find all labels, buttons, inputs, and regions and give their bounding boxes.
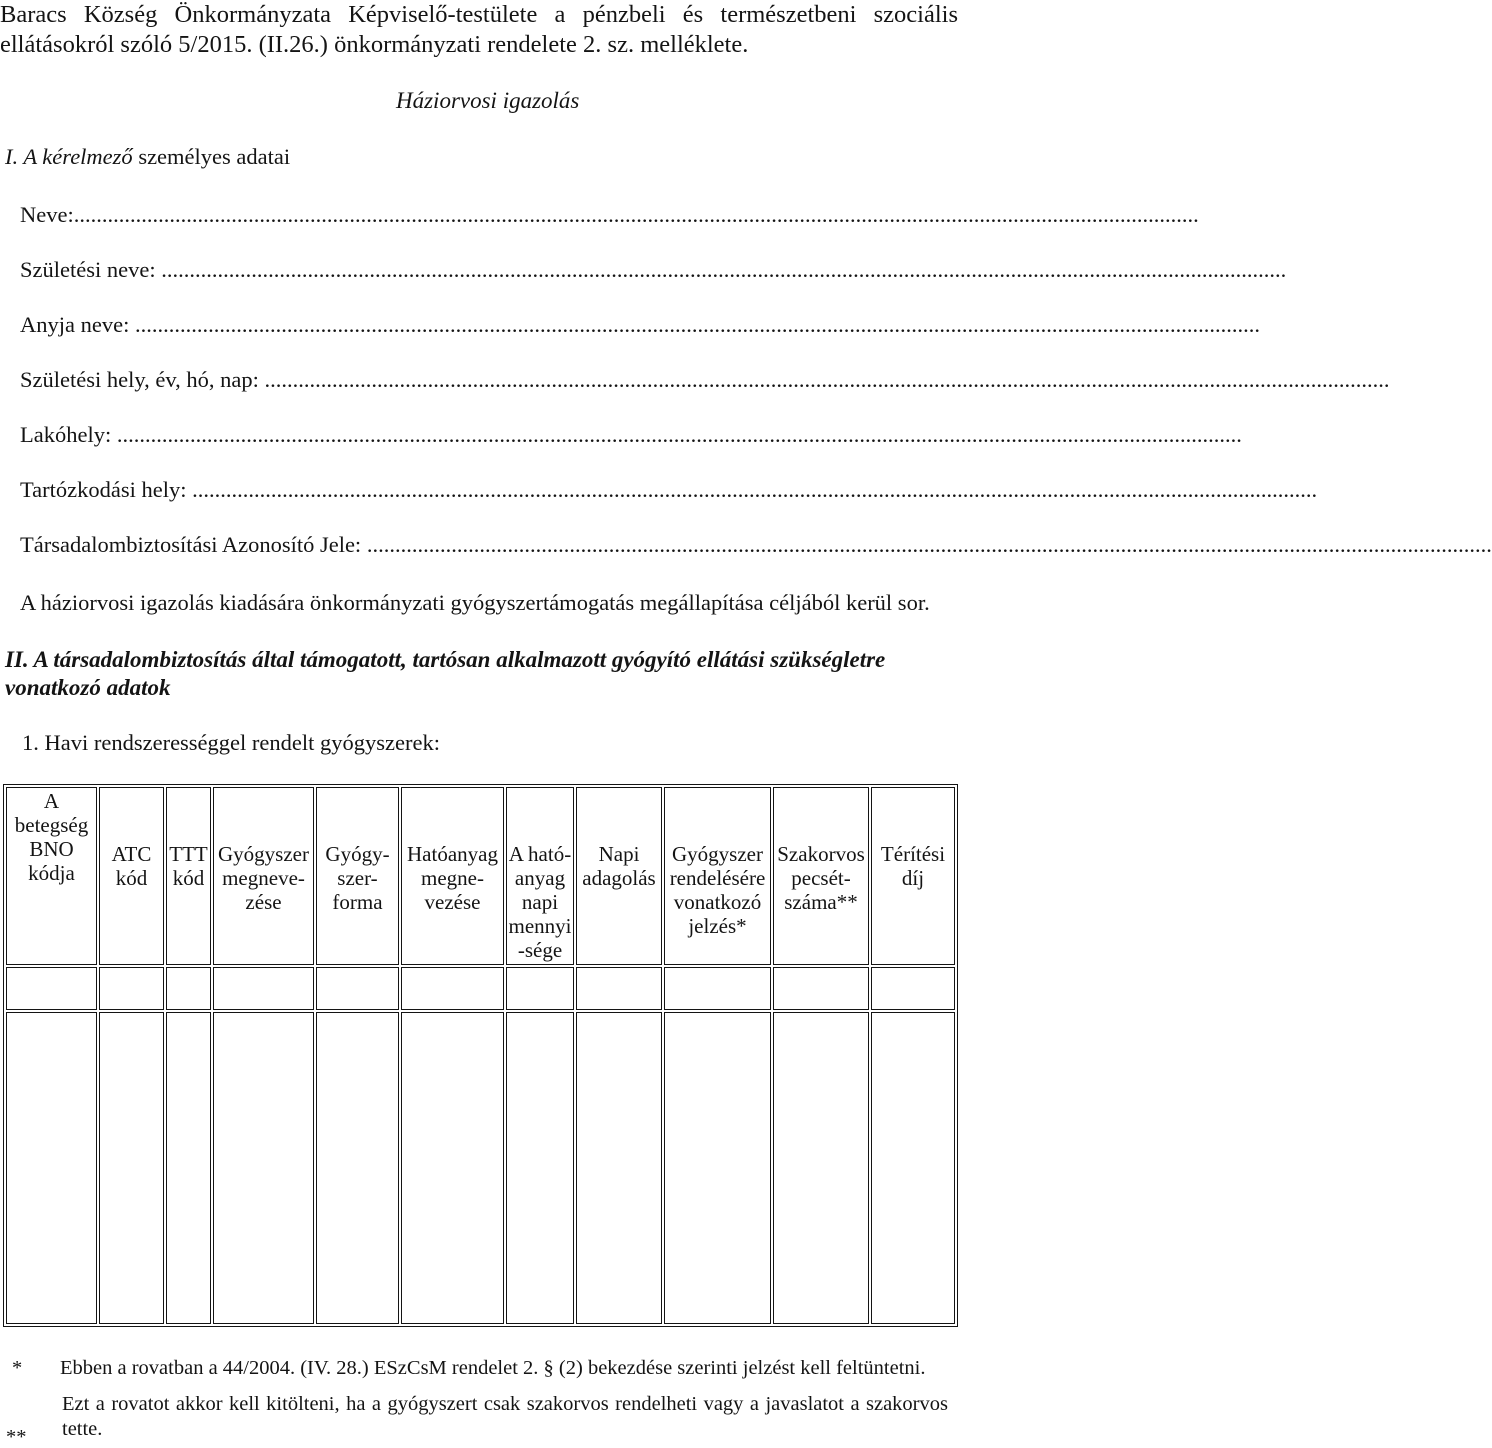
footnote-1-mark: * [12, 1357, 23, 1379]
column-header-line: ATC [111, 842, 152, 866]
section-1-heading-text: személyes adatai [138, 144, 291, 169]
table-cell [773, 1012, 869, 1324]
table-cell [166, 967, 211, 1010]
table-cell [213, 1012, 314, 1324]
temporary-address-field [20, 475, 1318, 505]
field-dot-leader: ........................................................................................................................................................................................................ [134, 312, 1260, 337]
column-header-line: A [43, 789, 60, 813]
column-header-line: Gyógy- [325, 842, 390, 866]
field-dot-leader: ........................................................................................................................................................................................................ [73, 202, 1199, 227]
regulation-reference-line-1: Baracs Község Önkormányzata Képviselő-testülete a pénzbeli és természetbeni szociális [0, 1, 958, 28]
column-header-line: díj [901, 866, 925, 890]
column-header-line: adagolás [582, 866, 656, 890]
column-header-line: megneve- [222, 866, 305, 890]
table-cell [506, 1012, 574, 1324]
table-cell [871, 1012, 955, 1324]
table-cell [166, 1012, 211, 1324]
column-header-dosage-form [316, 787, 399, 965]
column-header-bno-code [6, 787, 97, 965]
table-cell [576, 967, 662, 1010]
field-label: Társadalombiztosítási Azonosító Jele: [20, 532, 367, 557]
footnote-1-text: Ebben a rovatban a 44/2004. (IV. 28.) ESzCsM rendelet 2. § (2) bekezdése szerinti jelzést kell feltüntetni. [60, 1357, 926, 1379]
table-row [6, 1012, 955, 1324]
column-header-line: betegség [14, 813, 89, 837]
column-header-active-substance-name [401, 787, 504, 965]
column-header-line: szer- [337, 866, 378, 890]
column-header-daily-substance-amount [506, 787, 574, 965]
table-cell [99, 1012, 164, 1324]
name-field [20, 200, 1199, 230]
table-cell [576, 1012, 662, 1324]
column-header-prescription-indication [664, 787, 771, 965]
footnote-2-text: Ezt a rovatot akkor kell kitölteni, ha a gyógyszert csak szakorvos rendelheti vagy a javaslatot a szakorvos tette. [62, 1393, 948, 1440]
column-header-line: forma [332, 890, 383, 914]
table-cell [213, 967, 314, 1010]
field-dot-leader: ........................................................................................................................................................................................................ [264, 367, 1390, 392]
table-header-row [6, 787, 955, 965]
column-header-line: vonatkozó [673, 890, 762, 914]
column-header-atc-code [99, 787, 164, 965]
column-header-daily-dosage [576, 787, 662, 965]
column-header-line: mennyi [508, 914, 572, 938]
table-cell [506, 967, 574, 1010]
column-header-line: pecsét- [791, 866, 851, 890]
field-dot-leader: ........................................................................................................................................................................................................ [116, 422, 1242, 447]
table-cell [664, 1012, 771, 1324]
column-header-line: -sége [517, 938, 563, 962]
column-header-line: Napi [598, 842, 640, 866]
column-header-ttt-code [166, 787, 211, 965]
field-label: Anyja neve: [20, 312, 135, 337]
column-header-line: rendelésére [669, 866, 766, 890]
column-header-line: kód [115, 866, 148, 890]
field-label: Születési hely, év, hó, nap: [20, 367, 265, 392]
table-cell [871, 967, 955, 1010]
field-label: Neve: [20, 202, 74, 227]
column-header-line: jelzés* [688, 914, 747, 938]
table-cell [401, 967, 504, 1010]
footnote-2-mark: ** [6, 1426, 27, 1448]
section-2-subheading: 1. Havi rendszerességgel rendelt gyógyszerek: [22, 730, 440, 755]
purpose-statement: A háziorvosi igazolás kiadására önkormányzati gyógyszertámogatás megállapítása céljából kerül sor. [20, 590, 930, 615]
column-header-line: TTT [169, 842, 208, 866]
field-label: Születési neve: [20, 257, 162, 282]
column-header-line: száma** [784, 890, 858, 914]
field-label: Tartózkodási hely: [20, 477, 193, 502]
column-header-line: megne- [421, 866, 484, 890]
column-header-line: kód [172, 866, 205, 890]
page-title: Háziorvosi igazolás [396, 88, 580, 113]
birth-place-date-field [20, 365, 1390, 395]
column-header-line: zése [245, 890, 282, 914]
column-header-fee [871, 787, 955, 965]
column-header-line: anyag [514, 866, 566, 890]
column-header-line: vezése [424, 890, 481, 914]
column-header-line: kódja [28, 861, 75, 885]
column-header-line: Gyógyszer [672, 842, 763, 866]
residence-field [20, 420, 1242, 450]
medications-table [3, 784, 958, 1327]
field-dot-leader: ........................................................................................................................................................................................................ [192, 477, 1318, 502]
field-label: Lakóhely: [20, 422, 117, 447]
regulation-reference-line-2: ellátásokról szóló 5/2015. (II.26.) önkormányzati rendelete 2. sz. melléklete. [0, 31, 749, 58]
section-2-heading: II. A társadalombiztosítás által támogatott, tartósan alkalmazott gyógyító ellátási szükségletre vonatkozó adatok [5, 647, 886, 700]
table-cell [316, 1012, 399, 1324]
column-header-drug-name [213, 787, 314, 965]
table-cell [99, 967, 164, 1010]
table-cell [401, 1012, 504, 1324]
table-cell [773, 967, 869, 1010]
social-security-number-field [20, 530, 1492, 560]
column-header-line: Szakorvos [777, 842, 865, 866]
section-1-heading-number: I. A kérelmező [5, 144, 133, 169]
column-header-specialist-stamp-number [773, 787, 869, 965]
column-header-line: A ható- [508, 842, 572, 866]
column-header-line: BNO [29, 837, 74, 861]
table-cell [664, 967, 771, 1010]
field-dot-leader: ........................................................................................................................................................................................................ [161, 257, 1287, 282]
table-row [6, 967, 955, 1010]
column-header-line: Gyógyszer [218, 842, 309, 866]
column-header-line: Hatóanyag [407, 842, 498, 866]
table-cell [316, 967, 399, 1010]
mother-name-field [20, 310, 1260, 340]
column-header-line: Térítési [880, 842, 946, 866]
section-1-heading [5, 142, 290, 172]
table-cell [6, 1012, 97, 1324]
field-dot-leader: ........................................................................................................................................................................................................ [366, 532, 1492, 557]
table-cell [6, 967, 97, 1010]
column-header-line: napi [521, 890, 559, 914]
birth-name-field [20, 255, 1287, 285]
